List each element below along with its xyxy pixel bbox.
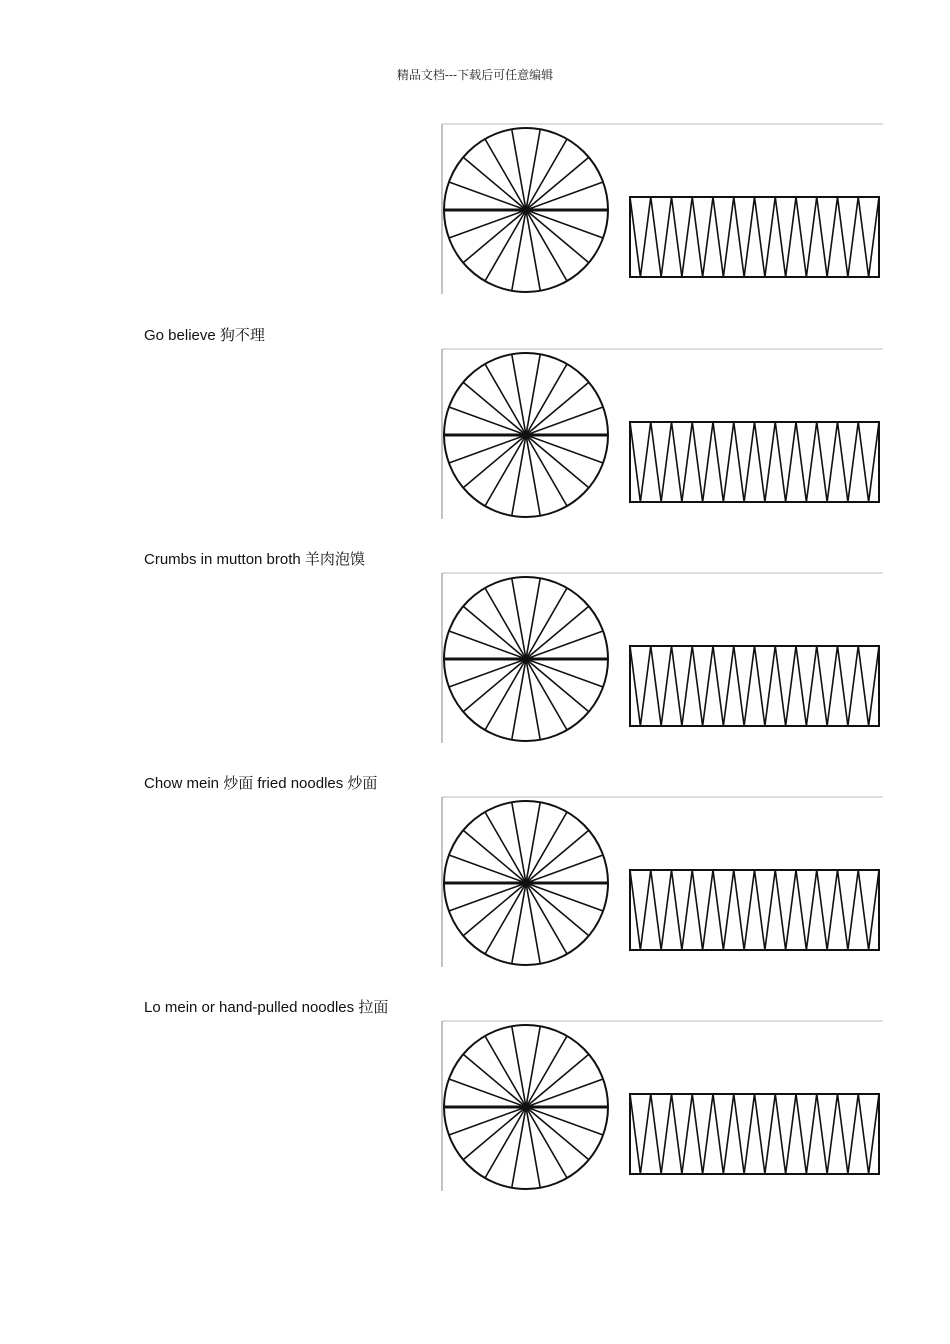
- entry-label-4: Chow mein 炒面 fried noodles 炒面: [144, 775, 378, 792]
- zigzag-line: [630, 870, 879, 950]
- zigzag-icon: [630, 1094, 879, 1174]
- entry-label-3: Crumbs in mutton broth 羊肉泡馍: [144, 551, 365, 568]
- wheel-zigzag-diagram: [441, 123, 883, 295]
- figure-4: [441, 796, 883, 968]
- zigzag-frame: [630, 870, 879, 950]
- wheel-icon: [444, 577, 608, 741]
- zigzag-icon: [630, 646, 879, 726]
- wheel-icon: [444, 1025, 608, 1189]
- entry-label-2: Go believe 狗不理: [144, 327, 265, 344]
- wheel-zigzag-diagram: [441, 572, 883, 744]
- zigzag-frame: [630, 197, 879, 277]
- zigzag-icon: [630, 870, 879, 950]
- wheel-zigzag-diagram: [441, 796, 883, 968]
- entry-label-5: Lo mein or hand-pulled noodles 拉面: [144, 999, 389, 1016]
- figure-3: [441, 572, 883, 744]
- zigzag-icon: [630, 422, 879, 502]
- page-header: 精品文档---下载后可任意编辑: [396, 68, 554, 82]
- zigzag-line: [630, 646, 879, 726]
- figure-1: [441, 123, 883, 295]
- figure-5: [441, 1020, 883, 1192]
- wheel-icon: [444, 353, 608, 517]
- zigzag-line: [630, 1094, 879, 1174]
- zigzag-frame: [630, 1094, 879, 1174]
- figure-2: [441, 348, 883, 520]
- wheel-zigzag-diagram: [441, 348, 883, 520]
- wheel-icon: [444, 128, 608, 292]
- zigzag-line: [630, 422, 879, 502]
- zigzag-line: [630, 197, 879, 277]
- zigzag-icon: [630, 197, 879, 277]
- zigzag-frame: [630, 422, 879, 502]
- zigzag-frame: [630, 646, 879, 726]
- wheel-zigzag-diagram: [441, 1020, 883, 1192]
- wheel-icon: [444, 801, 608, 965]
